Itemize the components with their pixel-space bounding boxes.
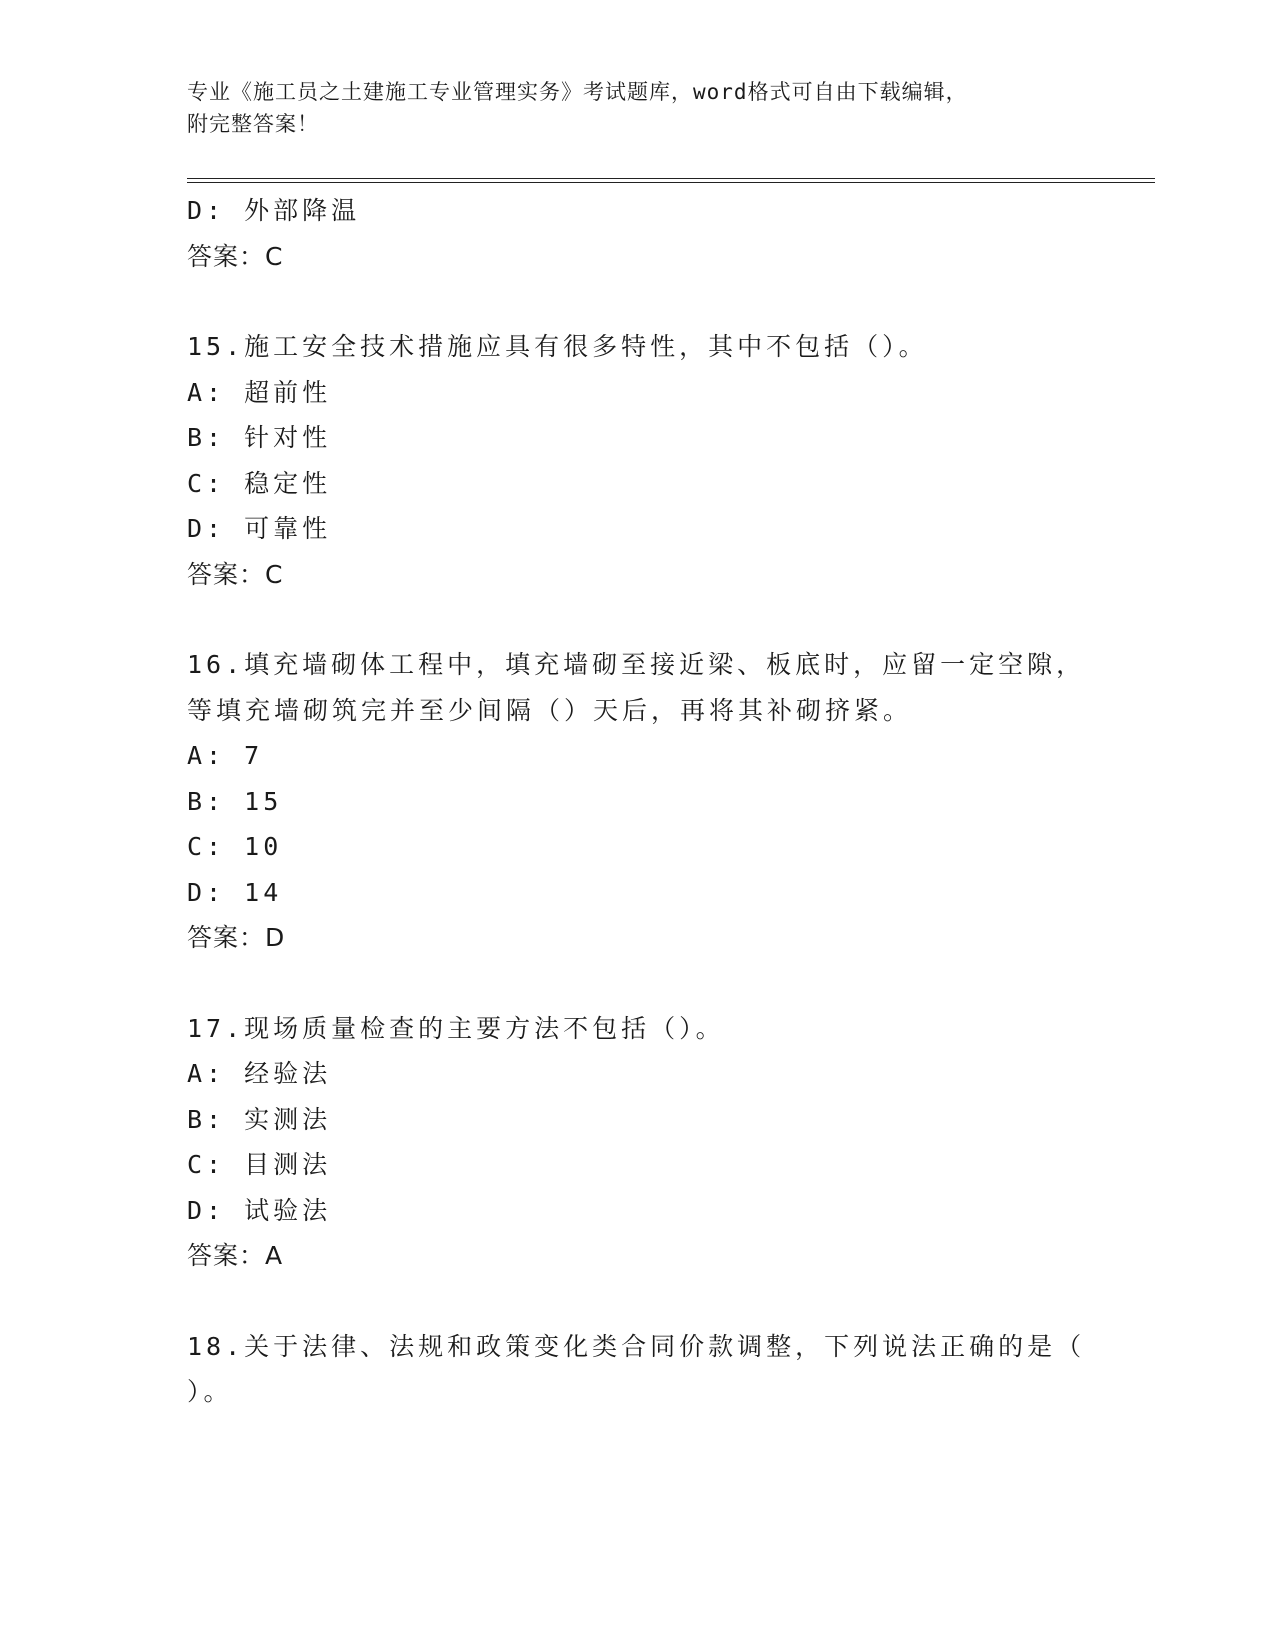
option-a: A: 超前性 (187, 377, 332, 407)
option-a: A: 7 (187, 741, 264, 770)
option-d: D: 可靠性 (187, 514, 332, 543)
answer-line: 答案：A (187, 1241, 284, 1270)
header-line-2: 附完整答案！ (187, 112, 319, 136)
option-d: D: 外部降温 (187, 196, 361, 225)
option-b: B: 针对性 (187, 423, 332, 452)
question-16 (187, 642, 1087, 961)
question-18 (187, 1324, 1087, 1415)
answer-line: 答案：C (187, 241, 284, 271)
question-17 (187, 1006, 1087, 1279)
question-text: 16.填充墙砌体工程中，填充墙砌至接近梁、板底时，应留一定空隙， (187, 650, 1086, 679)
question-text-continued: 等填充墙砌筑完并至少间隔（）天后，再将其补砌挤紧。 (187, 695, 913, 725)
page-header (187, 76, 1067, 140)
option-c: C: 10 (187, 832, 283, 861)
header-line-1: 专业《施工员之土建施工专业管理实务》考试题库，word格式可自由下载编辑， (187, 80, 968, 104)
question-15 (187, 324, 1087, 597)
header-divider (187, 178, 1155, 183)
question-text: 18.关于法律、法规和政策变化类合同价款调整，下列说法正确的是（ (187, 1331, 1086, 1361)
answer-line: 答案：C (187, 559, 284, 589)
question-text: 17.现场质量检查的主要方法不包括（）。 (187, 1013, 725, 1043)
question-14-continued (187, 188, 1087, 279)
option-c: C: 稳定性 (187, 468, 332, 498)
option-b: B: 实测法 (187, 1104, 332, 1134)
option-d: D: 14 (187, 877, 283, 907)
question-text: 15.施工安全技术措施应具有很多特性，其中不包括（）。 (187, 332, 928, 361)
option-d: D: 试验法 (187, 1195, 332, 1225)
question-list (187, 188, 1087, 1415)
option-c: C: 目测法 (187, 1150, 332, 1179)
answer-line: 答案：D (187, 923, 286, 952)
option-b: B: 15 (187, 786, 283, 816)
option-a: A: 经验法 (187, 1059, 332, 1088)
question-text-continued: ）。 (187, 1377, 233, 1406)
